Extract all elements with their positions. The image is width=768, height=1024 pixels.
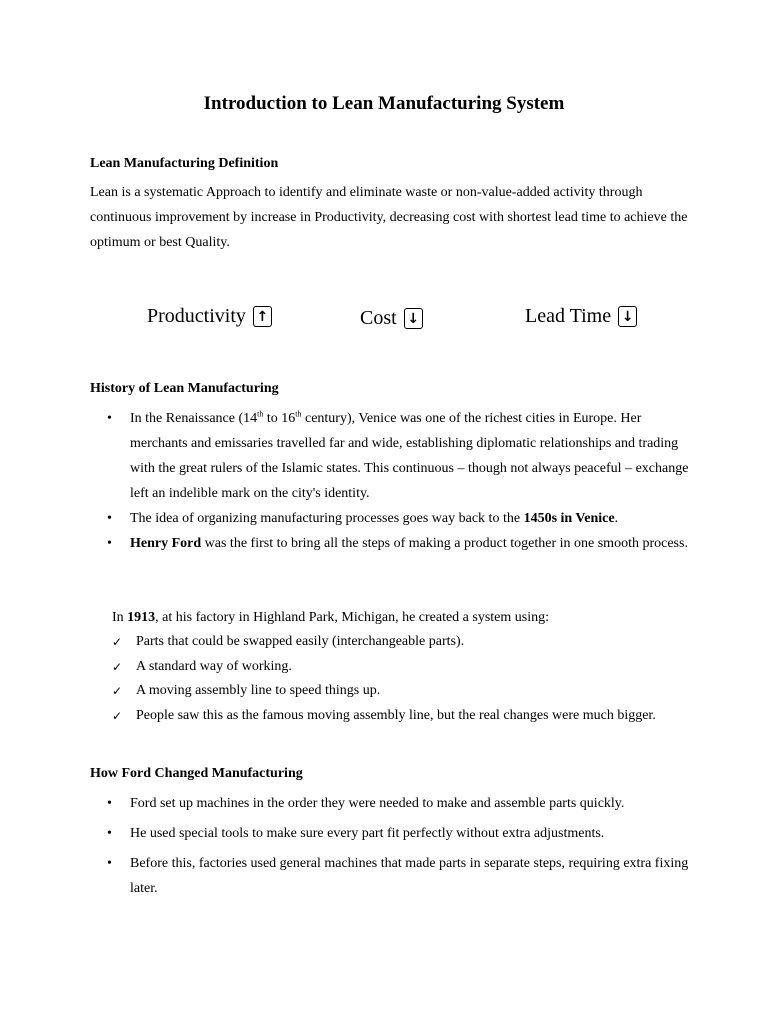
ford-1913-intro — [112, 605, 712, 630]
definition-heading: Lean Manufacturing Definition — [90, 156, 279, 171]
text-segment: to 16 — [263, 411, 296, 426]
bullet-icon: • — [107, 536, 112, 551]
bullet-icon: • — [107, 826, 112, 841]
metric-cost — [360, 307, 423, 330]
list-item-text: Before this, factories used general machines that made parts in separate steps, requiring extra fixing later. — [130, 856, 689, 896]
bullet-icon: • — [107, 796, 112, 811]
bold-text: Henry Ford — [130, 536, 202, 551]
history-bullet-list — [90, 406, 690, 556]
list-item — [90, 821, 690, 846]
bullet-icon: • — [107, 511, 112, 526]
list-item — [112, 704, 656, 729]
list-item-text: Ford set up machines in the order they were needed to make and assemble parts quickly. — [130, 796, 625, 811]
ford-heading: How Ford Changed Manufacturing — [90, 766, 303, 781]
metric-label: Lead Time — [525, 305, 612, 327]
up-arrow-icon: ↑ — [253, 306, 272, 327]
list-item-text: People saw this as the famous moving assembly line, but the real changes were much bigger. — [136, 707, 656, 723]
checkmark-icon: ✓ — [112, 708, 123, 723]
list-item-text: A standard way of working. — [136, 658, 292, 674]
text-segment: century), Venice was one of the richest cities in Europe. Her merchants and emissaries travelled far and wide, establishing diplomatic relationships and trading with the great rulers of the Islamic states. This continuous – though not always peaceful – exchange left an indelible mark on the city's identity. — [130, 411, 689, 501]
list-item-text: Parts that could be swapped easily (interchangeable parts). — [136, 634, 465, 649]
superscript: th — [295, 409, 302, 419]
list-item — [90, 531, 690, 556]
text-segment: In — [112, 610, 128, 625]
text-segment: was the first to bring all the steps of making a product together in one smooth process. — [201, 536, 688, 551]
metric-label: Productivity — [147, 305, 246, 327]
list-item — [90, 406, 690, 506]
bold-text: 1913 — [127, 610, 156, 625]
metric-productivity — [147, 305, 272, 328]
list-item — [90, 791, 690, 816]
text-segment: . — [614, 511, 619, 526]
list-item — [90, 506, 690, 531]
checkmark-icon: ✓ — [112, 684, 123, 698]
text-segment: The idea of organizing manufacturing processes goes way back to the — [130, 511, 524, 526]
text-segment: , at his factory in Highland Park, Michigan, he created a system using: — [155, 610, 550, 625]
list-item-text: He used special tools to make sure every part fit perfectly without extra adjustments. — [130, 826, 605, 841]
down-arrow-icon: ↓ — [404, 308, 423, 329]
down-arrow-icon: ↓ — [618, 306, 637, 327]
superscript: th — [257, 409, 264, 419]
bullet-icon: • — [107, 856, 112, 871]
history-heading: History of Lean Manufacturing — [90, 381, 279, 396]
checkmark-icon: ✓ — [112, 635, 123, 649]
definition-text: Lean is a systematic Approach to identify and eliminate waste or non-value-added activity through continuous improvement by increase in Productivity, decreasing cost with shortest lead time to achieve the optimum or best Quality. — [90, 185, 688, 250]
bullet-icon: • — [107, 411, 112, 426]
page-title: Introduction to Lean Manufacturing System — [203, 93, 565, 114]
list-item — [112, 630, 656, 655]
text-segment: In the Renaissance (14 — [130, 411, 258, 426]
bold-text: 1450s in Venice — [523, 511, 615, 526]
checkmark-list — [112, 630, 656, 728]
list-item-text: A moving assembly line to speed things up. — [136, 683, 381, 698]
checkmark-icon: ✓ — [112, 659, 123, 674]
list-item — [112, 655, 656, 680]
metric-label: Cost — [360, 307, 397, 329]
list-item — [112, 679, 656, 704]
ford-bullet-list — [90, 791, 690, 901]
metric-lead-time — [525, 305, 637, 328]
list-item — [90, 851, 690, 901]
